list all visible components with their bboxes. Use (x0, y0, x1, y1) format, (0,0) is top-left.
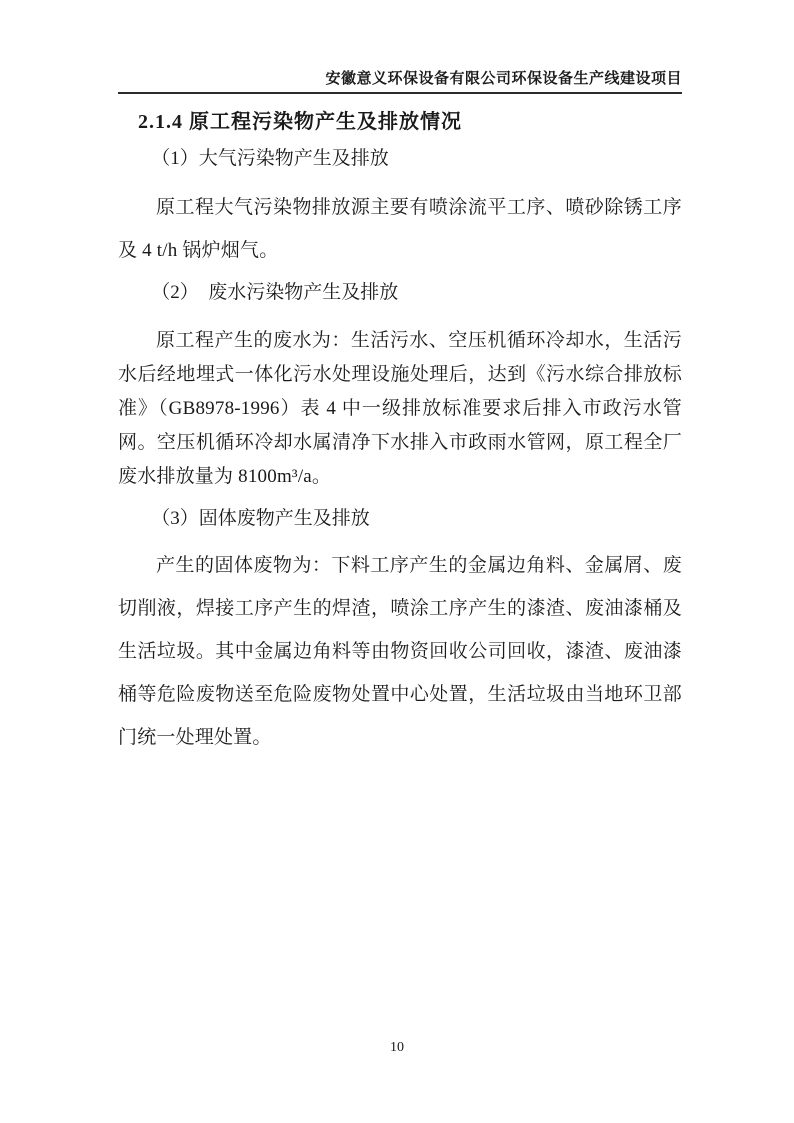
paragraph-air-pollutants: 原工程大气污染物排放源主要有喷涂流平工序、喷砂除锈工序及 4 t/h 锅炉烟气。 (118, 197, 682, 261)
list-item-heading-wastewater: （2） 废水污染物产生及排放 (151, 282, 399, 303)
list-item-heading-solid-waste: （3）固体废物产生及排放 (151, 508, 370, 529)
paragraph-wastewater: 原工程产生的废水为：生活污水、空压机循环冷却水，生活污水后经地埋式一体化污水处理设施处理后，达到《污水综合排放标准》（GB8978-1996）表 4 中一级排放标准要求后排入市政污水管网。空压机循环冷却水属清净下水排入市政雨水管网，原工程全厂废水排放量为 8100m³/a。 (118, 330, 682, 487)
page-number: 10 (390, 1040, 404, 1055)
section-heading: 2.1.4 原工程污染物产生及排放情况 (138, 111, 462, 133)
running-header: 安徽意义环保设备有限公司环保设备生产线建设项目 (118, 71, 682, 94)
paragraph-solid-waste: 产生的固体废物为：下料工序产生的金属边角料、金属屑、废切削液，焊接工序产生的焊渣，喷涂工序产生的漆渣、废油漆桶及生活垃圾。其中金属边角料等由物资回收公司回收，漆渣、废油漆桶等危险废物送至危险废物处置中心处置，生活垃圾由当地环卫部门统一处理处置。 (118, 555, 682, 748)
page-content (118, 96, 682, 759)
list-item-heading-air: （1）大气污染物产生及排放 (151, 148, 389, 169)
